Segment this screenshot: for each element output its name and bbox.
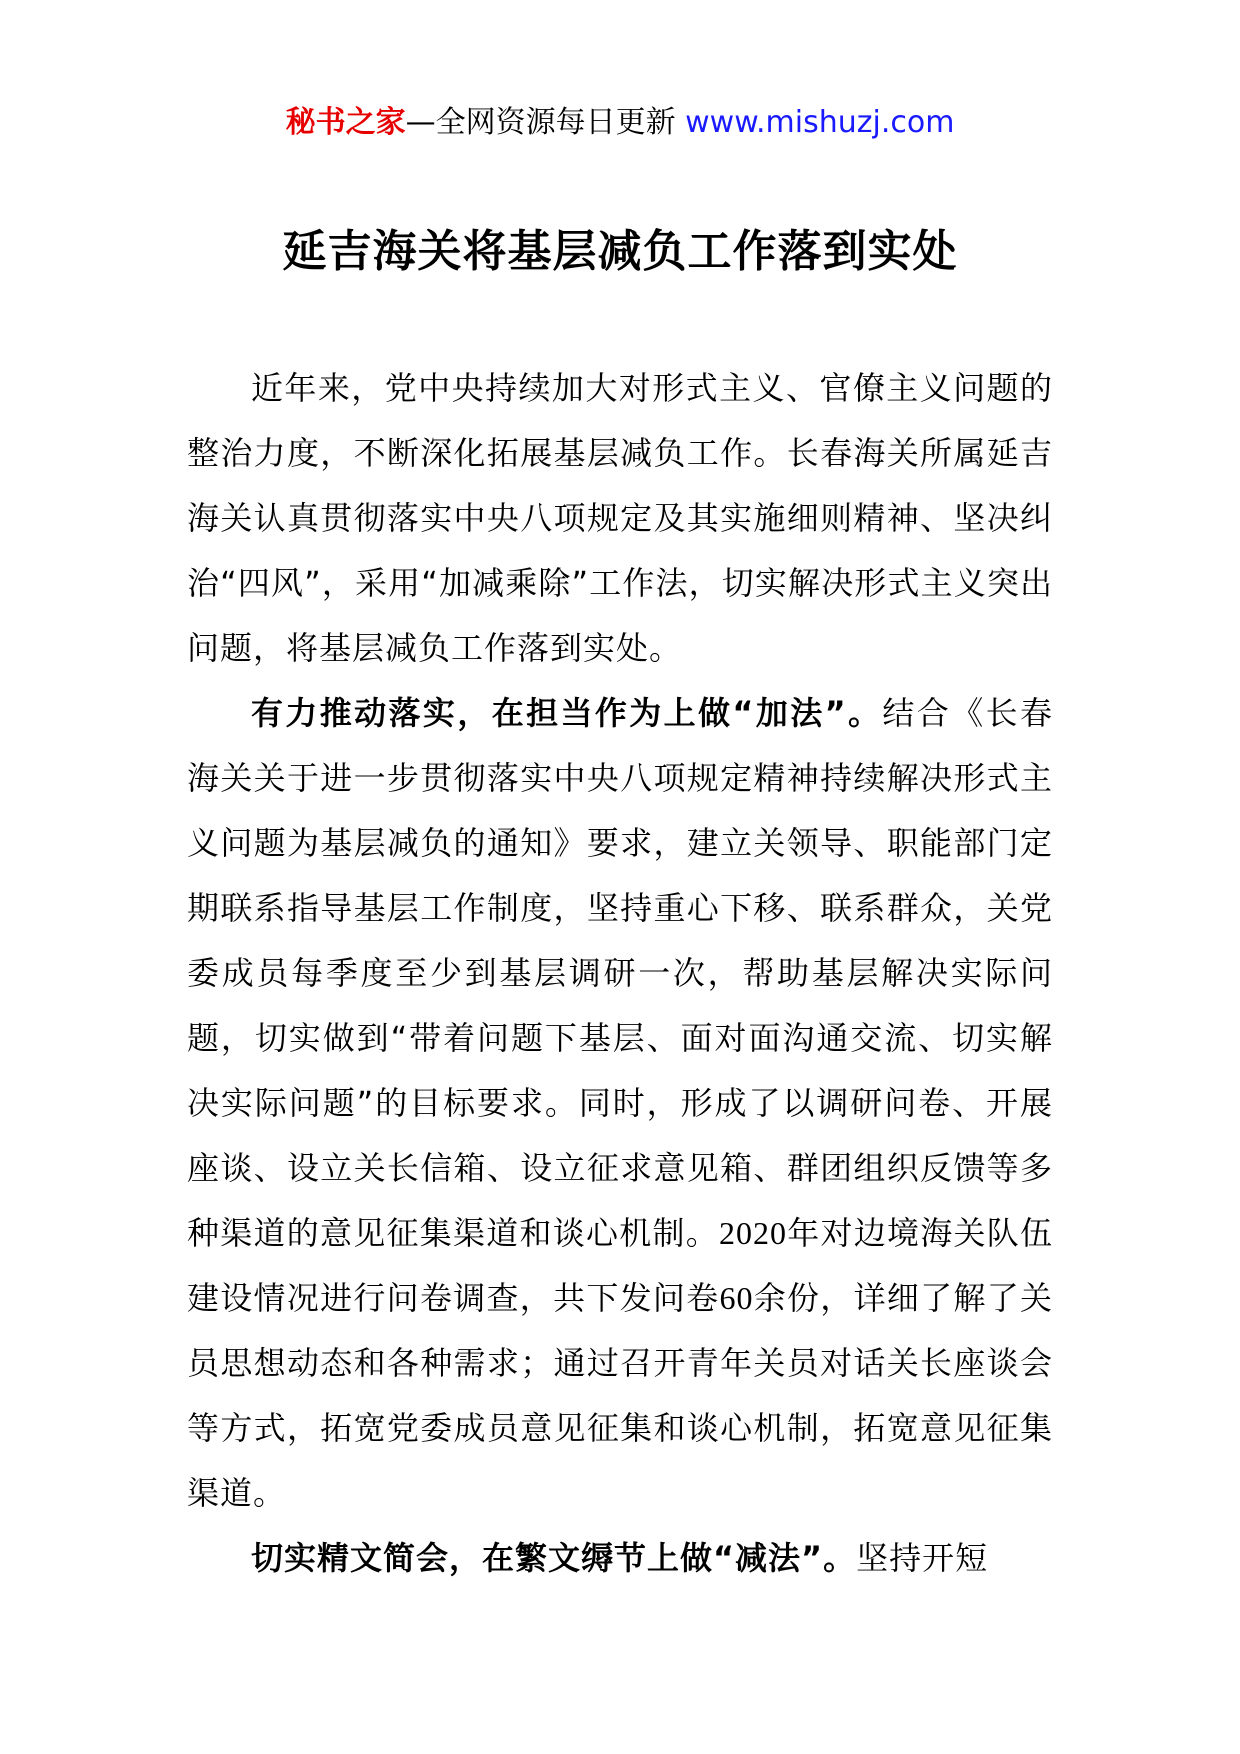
year-value: 2020 — [718, 1215, 787, 1251]
document-title: 延吉海关将基层减负工作落到实处 — [282, 226, 958, 277]
site-tagline: —全网资源每日更新 — [405, 105, 686, 140]
questionnaire-count: 60 — [719, 1280, 754, 1316]
site-url-link[interactable]: www.mishuzj.com — [685, 105, 955, 140]
document-body — [187, 356, 1053, 1591]
site-brand: 秘书之家 — [285, 105, 406, 140]
paragraph-text: 年对边境海关队伍建设情况进行问卷调查，共下发问卷 — [187, 1214, 1053, 1317]
site-header — [0, 100, 1240, 146]
paragraph-text: 坚持开短 — [856, 1539, 989, 1577]
paragraph-intro — [187, 356, 1053, 681]
paragraph-subtraction — [187, 1526, 1053, 1591]
paragraph-text: 余份，详细了解了关员思想动态和各种需求；通过召开青年关员对话关长座谈会等方式，拓宽党委成员意见征集和谈心机制，拓宽意见征集渠道。 — [187, 1279, 1053, 1512]
paragraph-lead: 有力推动落实，在担当作为上做“加法”。 — [251, 694, 883, 732]
paragraph-addition — [187, 681, 1053, 1526]
paragraph-text: 近年来，党中央持续加大对形式主义、官僚主义问题的整治力度，不断深化拓展基层减负工作。长春海关所属延吉海关认真贯彻落实中央八项规定及其实施细则精神、坚决纠治“四风”，采用“加减乘除”工作法，切实解决形式主义突出问题，将基层减负工作落到实处。 — [187, 369, 1053, 667]
paragraph-text: 结合《长春海关关于进一步贯彻落实中央八项规定精神持续解决形式主义问题为基层减负的通知》要求，建立关领导、职能部门定期联系指导基层工作制度，坚持重心下移、联系群众，关党委成员每季度至少到基层调研一次，帮助基层解决实际问题，切实做到“带着问题下基层、面对面沟通交流、切实解决实际问题”的目标要求。同时，形成了以调研问卷、开展座谈、设立关长信箱、设立征求意见箱、群团组织反馈等多种渠道的意见征集渠道和谈心机制。 — [187, 694, 1053, 1252]
paragraph-lead: 切实精文简会，在繁文缛节上做“减法”。 — [251, 1539, 857, 1577]
